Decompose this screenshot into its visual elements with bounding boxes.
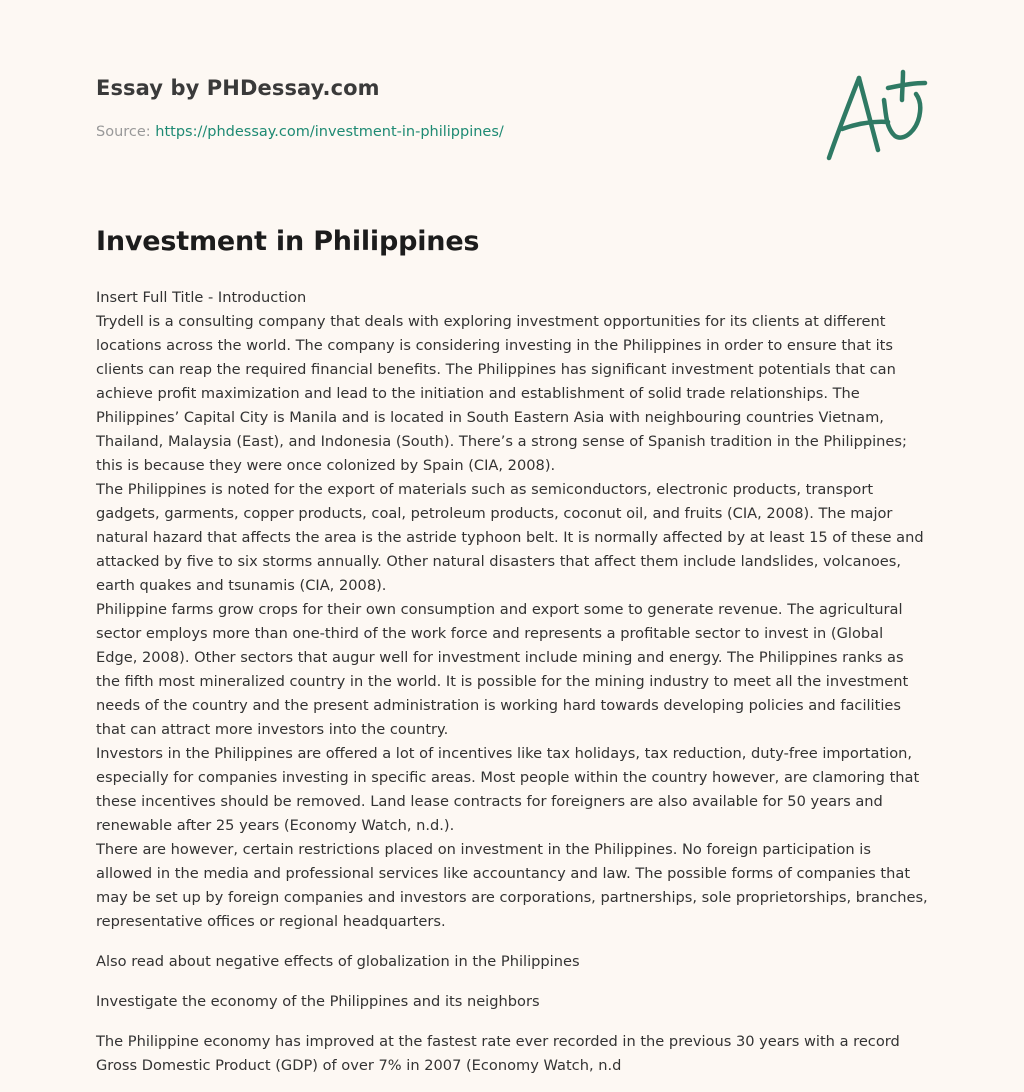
paragraph-intro-heading: Insert Full Title - Introduction [96, 289, 307, 306]
essay-body [96, 286, 928, 1078]
source-label: Source: [96, 124, 151, 140]
a-plus-logo-icon [822, 66, 928, 166]
paragraph: Trydell is a consulting company that deals with exploring investment opportunities for its clients at different locations across the world. The company is considering investing in the Philippines in order to ensure that its clients can reap the required financial benefits. The Philippines has significant investment potentials that can achieve profit maximization and lead to the initiation and establishment of solid trade relationships. The Philippines’ Capital City is Manila and is located in South Eastern Asia with neighbouring countries Vietnam, Thailand, Malaysia (East), and Indonesia (South). There’s a strong sense of Spanish tradition in the Philippines; this is because they were once colonized by Spain (CIA, 2008). [96, 313, 907, 474]
paragraph: The Philippines is noted for the export of materials such as semiconductors, electronic products, transport gadgets, garments, copper products, coal, petroleum products, coconut oil, and fruits (CIA, 2008). The major natural hazard that affects the area is the astride typhoon belt. It is normally affected by at least 15 of these and attacked by five to six storms annually. Other natural disasters that affect them include landslides, volcanoes, earth quakes and tsunamis (CIA, 2008). [96, 481, 924, 594]
essay-title: Investment in Philippines [96, 226, 480, 257]
source-link[interactable]: https://phdessay.com/investment-in-philippines/ [155, 124, 504, 140]
paragraph: Investors in the Philippines are offered a lot of incentives like tax holidays, tax reduction, duty-free importation, especially for companies investing in specific areas. Most people within the country however, are clamoring that these incentives should be removed. Land lease contracts for foreigners are also available for 50 years and renewable after 25 years (Economy Watch, n.d.). [96, 745, 920, 834]
section-heading: Investigate the economy of the Philippines and its neighbors [96, 993, 540, 1010]
site-brand: Essay by PHDessay.com [96, 76, 380, 100]
related-link-text: Also read about negative effects of globalization in the Philippines [96, 953, 580, 970]
paragraph: There are however, certain restrictions placed on investment in the Philippines. No foreign participation is allowed in the media and professional services like accountancy and law. The possible forms of companies that may be set up by foreign companies and investors are corporations, partnerships, sole proprietorships, branches, representative offices or regional headquarters. [96, 841, 928, 930]
source-line [96, 124, 504, 140]
paragraph: The Philippine economy has improved at the fastest rate ever recorded in the previous 30 years with a record Gross Domestic Product (GDP) of over 7% in 2007 (Economy Watch, n.d [96, 1033, 900, 1074]
paragraph: Philippine farms grow crops for their own consumption and export some to generate revenue. The agricultural sector employs more than one-third of the work force and represents a profitable sector to invest in (Global Edge, 2008). Other sectors that augur well for investment include mining and energy. The Philippines ranks as the fifth most mineralized country in the world. It is possible for the mining industry to meet all the investment needs of the country and the present administration is working hard towards developing policies and facilities that can attract more investors into the country. [96, 601, 909, 738]
